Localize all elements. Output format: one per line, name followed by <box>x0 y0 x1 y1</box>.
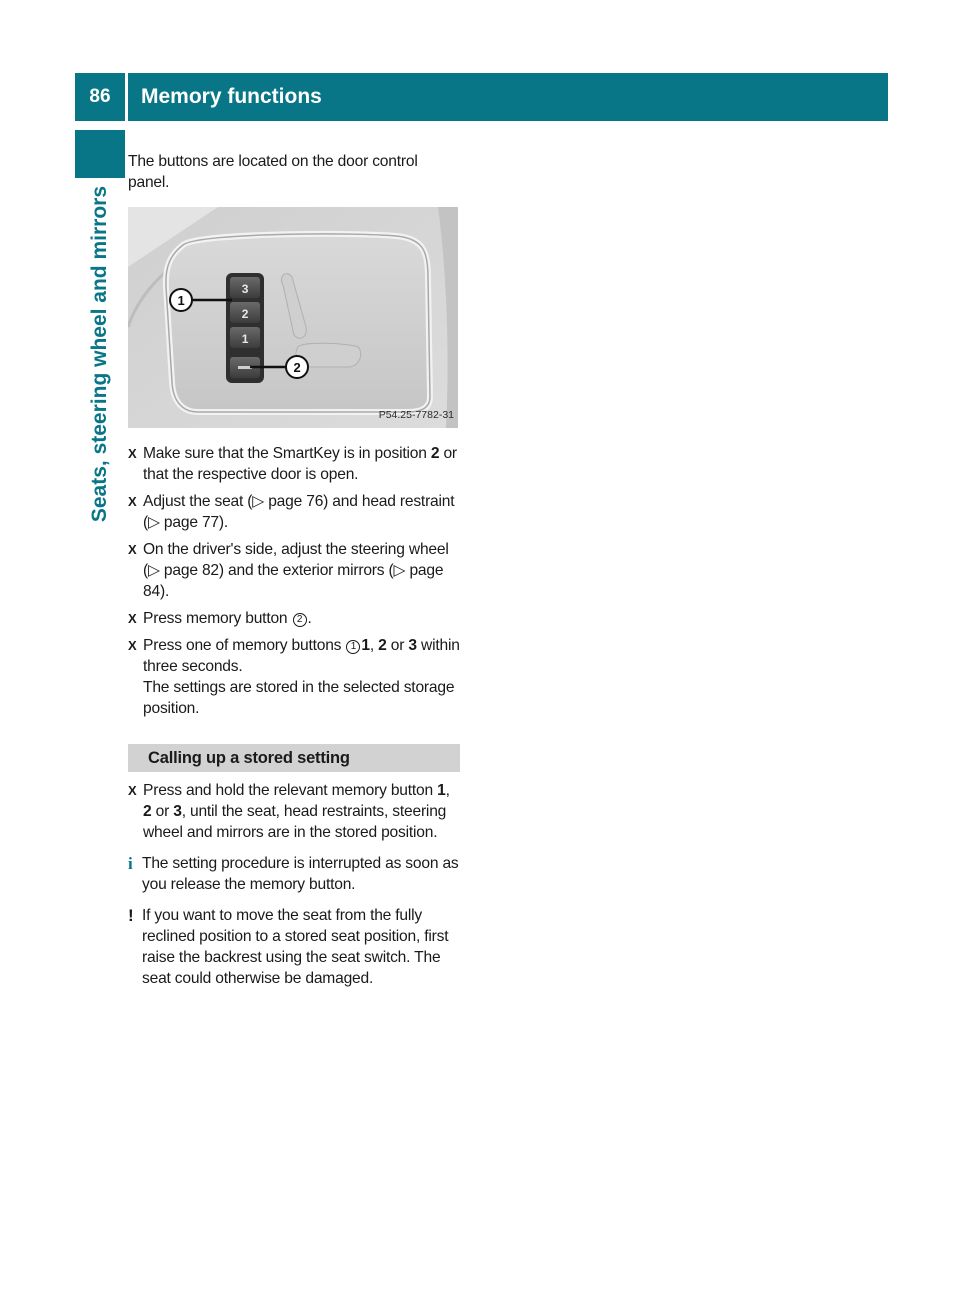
step-arrow-icon: X <box>128 446 137 461</box>
button-ref: 1 <box>361 637 370 654</box>
warning-note-text: If you want to move the seat from the fully reclined position to a stored seat position, first raise the backrest using the seat switch. The seat could otherwise be damaged. <box>142 907 449 987</box>
step-arrow-icon: X <box>128 494 137 509</box>
step-text: On the driver's side, adjust the steering wheel (▷ page 82) and the exterior mirrors (▷ page 84). <box>143 541 449 600</box>
step-item <box>128 443 460 485</box>
step-arrow-icon: X <box>128 638 137 653</box>
warning-note <box>128 905 460 989</box>
step-text: Press one of memory buttons <box>143 637 346 654</box>
position-ref: 2 <box>430 445 440 462</box>
button-ref: 3 <box>408 637 417 654</box>
step-text: or <box>151 803 174 820</box>
step-item <box>128 539 460 602</box>
callout-ref-2: 2 <box>293 613 307 627</box>
step-text: or that the respective door is open. <box>143 445 457 483</box>
step-text: or <box>386 637 409 654</box>
step-text: . <box>307 610 312 627</box>
step-item <box>128 491 460 533</box>
memory-button-2-label: 2 <box>241 307 249 321</box>
button-ref: 2 <box>143 803 152 820</box>
button-ref: 1 <box>437 782 446 799</box>
side-tab <box>75 186 125 746</box>
step-text: Make sure that the SmartKey is in position <box>143 445 431 462</box>
step-text: Adjust the seat (▷ page 76) and head restraint (▷ page 77). <box>143 493 455 531</box>
content-column <box>128 151 460 989</box>
step-item <box>128 608 460 629</box>
step-arrow-icon: X <box>128 542 137 557</box>
step-text: , <box>369 637 379 654</box>
memory-button-1-label: 1 <box>241 332 249 346</box>
info-note <box>128 853 460 895</box>
button-ref: 3 <box>173 803 182 820</box>
page-number: 86 <box>75 73 125 121</box>
memory-button-3-label: 3 <box>241 282 249 296</box>
section-heading: Calling up a stored setting <box>128 744 460 772</box>
info-note-text: The setting procedure is interrupted as soon as you release the memory button. <box>142 855 459 893</box>
step-arrow-icon: X <box>128 611 137 626</box>
step-text: within three seconds. <box>143 637 460 675</box>
warning-icon: ! <box>128 906 134 925</box>
figure-code: P54.25-7782-31 <box>378 409 454 421</box>
step-text: Press memory button <box>143 610 292 627</box>
step-text: , <box>445 782 450 799</box>
door-panel-illustration <box>128 207 458 428</box>
step-result: The settings are stored in the selected storage position. <box>143 679 455 717</box>
side-tab-label: Seats, steering wheel and mirrors <box>88 186 111 523</box>
step-text: Press and hold the relevant memory button <box>143 782 438 799</box>
page-title: Memory functions <box>128 73 888 121</box>
button-ref: 2 <box>378 637 387 654</box>
callout-1: 1 <box>177 293 185 308</box>
step-item <box>128 780 460 843</box>
step-text: , until the seat, head restraints, steering wheel and mirrors are in the stored position. <box>143 803 447 841</box>
door-panel-figure <box>128 207 458 428</box>
intro-text: The buttons are located on the door control panel. <box>128 153 418 191</box>
callout-2: 2 <box>293 360 301 375</box>
step-item <box>128 635 460 719</box>
callout-ref-1: 1 <box>346 640 360 654</box>
step-arrow-icon: X <box>128 783 137 798</box>
info-icon: i <box>128 854 133 873</box>
side-tab-marker <box>75 130 125 178</box>
